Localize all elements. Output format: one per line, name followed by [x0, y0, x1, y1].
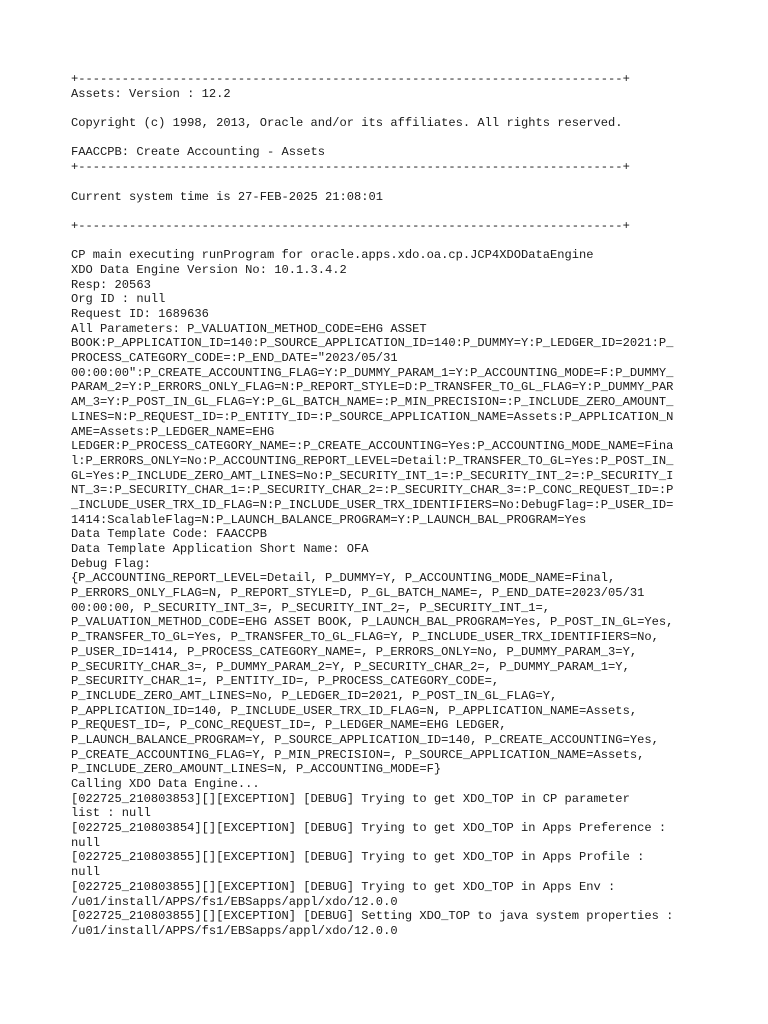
log-line: 00:00:00, P_SECURITY_INT_3=, P_SECURITY_INT_2=, P_SECURITY_INT_1=, [71, 600, 550, 615]
log-line: PARAM_2=Y:P_ERRORS_ONLY_FLAG=N:P_REPORT_STYLE=D:P_TRANSFER_TO_GL_FLAG=Y:P_DUMMY_PAR [71, 380, 674, 395]
blank-line [71, 101, 711, 116]
log-line: Org ID : null [71, 292, 166, 307]
log-line: null [71, 835, 101, 850]
log-line: Current system time is 27-FEB-2025 21:08:01 [71, 189, 384, 204]
log-line: Request ID: 1689636 [71, 307, 209, 321]
log-line: [022725_210803855][][EXCEPTION] [DEBUG] Trying to get XDO_TOP in Apps Env : [71, 879, 616, 894]
log-line: AM_3=Y:P_POST_IN_GL_FLAG=Y:P_GL_BATCH_NAME=:P_MIN_PRECISION=:P_INCLUDE_ZERO_AMOUNT_ [71, 395, 674, 410]
log-line: 00:00:00":P_CREATE_ACCOUNTING_FLAG=Y:P_DUMMY_PARAM_1=Y:P_ACCOUNTING_MODE=F:P_DUMMY_ [71, 365, 674, 380]
log-line: XDO Data Engine Version No: 10.1.3.4.2 [71, 262, 347, 277]
log-line: P_INCLUDE_ZERO_AMT_LINES=No, P_LEDGER_ID=2021, P_POST_IN_GL_FLAG=Y, [71, 688, 558, 703]
blank-line [71, 204, 711, 219]
log-line: P_ERRORS_ONLY_FLAG=N, P_REPORT_STYLE=D, P_GL_BATCH_NAME=, P_END_DATE=2023/05/31 [71, 586, 645, 601]
log-line: P_USER_ID=1414, P_PROCESS_CATEGORY_NAME=, P_ERRORS_ONLY=No, P_DUMMY_PARAM_3=Y, [71, 644, 638, 659]
blank-line [71, 175, 711, 190]
log-line: CP main executing runProgram for oracle.apps.xdo.oa.cp.JCP4XDODataEngine [71, 248, 594, 263]
log-line: AME=Assets:P_LEDGER_NAME=EHG [71, 424, 275, 439]
log-line: P_CREATE_ACCOUNTING_FLAG=Y, P_MIN_PRECISION=, P_SOURCE_APPLICATION_NAME=Assets, [71, 747, 645, 762]
log-line: BOOK:P_APPLICATION_ID=140:P_SOURCE_APPLICATION_ID=140:P_DUMMY=Y:P_LEDGER_ID=2021:P_ [71, 336, 674, 351]
log-line: +---------------------------------------------------------------------------+ [71, 218, 630, 233]
log-line: /u01/install/APPS/fs1/EBSapps/appl/xdo/12.0.0 [71, 894, 398, 909]
log-line: All Parameters: P_VALUATION_METHOD_CODE=EHG ASSET [71, 321, 427, 336]
log-line: +---------------------------------------------------------------------------+ [71, 160, 630, 175]
log-line: [022725_210803853][][EXCEPTION] [DEBUG] Trying to get XDO_TOP in CP parameter [71, 791, 630, 806]
log-line: Assets: Version : 12.2 [71, 86, 231, 101]
log-document [71, 72, 711, 939]
log-line: P_VALUATION_METHOD_CODE=EHG ASSET BOOK, P_LAUNCH_BAL_PROGRAM=Yes, P_POST_IN_GL=Yes, [71, 615, 674, 630]
log-line: Copyright (c) 1998, 2013, Oracle and/or its affiliates. All rights reserved. [71, 116, 623, 131]
log-line: +---------------------------------------------------------------------------+ [71, 72, 630, 86]
log-line: P_REQUEST_ID=, P_CONC_REQUEST_ID=, P_LEDGER_NAME=EHG LEDGER, [71, 718, 507, 733]
log-line: [022725_210803855][][EXCEPTION] [DEBUG] Setting XDO_TOP to java system properties : [71, 909, 674, 924]
log-line: FAACCPB: Create Accounting - Assets [71, 145, 326, 160]
log-line: P_LAUNCH_BALANCE_PROGRAM=Y, P_SOURCE_APPLICATION_ID=140, P_CREATE_ACCOUNTING=Yes, [71, 732, 659, 747]
log-line: [022725_210803854][][EXCEPTION] [DEBUG] Trying to get XDO_TOP in Apps Preference : [71, 821, 667, 836]
log-line: LINES=N:P_REQUEST_ID=:P_ENTITY_ID=:P_SOURCE_APPLICATION_NAME=Assets:P_APPLICATION_N [71, 409, 674, 424]
log-line: /u01/install/APPS/fs1/EBSapps/appl/xdo/12.0.0 [71, 923, 398, 938]
log-line: list : null [71, 806, 151, 821]
log-line: LEDGER:P_PROCESS_CATEGORY_NAME=:P_CREATE_ACCOUNTING=Yes:P_ACCOUNTING_MODE_NAME=Fina [71, 439, 674, 454]
log-line: Calling XDO Data Engine... [71, 777, 260, 791]
blank-line [71, 131, 711, 146]
log-line: NT_3=:P_SECURITY_CHAR_1=:P_SECURITY_CHAR_2=:P_SECURITY_CHAR_3=:P_CONC_REQUEST_ID=:P [71, 483, 674, 498]
log-line: 1414:ScalableFlag=N:P_LAUNCH_BALANCE_PROGRAM=Y:P_LAUNCH_BAL_PROGRAM=Yes [71, 512, 587, 527]
log-line: Data Template Application Short Name: OFA [71, 542, 369, 556]
log-line: l:P_ERRORS_ONLY=No:P_ACCOUNTING_REPORT_LEVEL=Detail:P_TRANSFER_TO_GL=Yes:P_POST_IN_ [71, 453, 674, 468]
log-line: P_APPLICATION_ID=140, P_INCLUDE_USER_TRX_ID_FLAG=N, P_APPLICATION_NAME=Assets, [71, 703, 638, 718]
log-line: PROCESS_CATEGORY_CODE=:P_END_DATE="2023/05/31 [71, 351, 398, 366]
log-line: P_SECURITY_CHAR_3=, P_DUMMY_PARAM_2=Y, P_SECURITY_CHAR_2=, P_DUMMY_PARAM_1=Y, [71, 659, 630, 674]
log-line: _INCLUDE_USER_TRX_ID_FLAG=N:P_INCLUDE_USER_TRX_IDENTIFIERS=No:DebugFlag=:P_USER_ID= [71, 497, 674, 512]
log-line: {P_ACCOUNTING_REPORT_LEVEL=Detail, P_DUMMY=Y, P_ACCOUNTING_MODE_NAME=Final, [71, 571, 616, 586]
log-line: Resp: 20563 [71, 277, 151, 292]
log-line: P_SECURITY_CHAR_1=, P_ENTITY_ID=, P_PROCESS_CATEGORY_CODE=, [71, 674, 500, 689]
blank-line [71, 234, 711, 249]
log-line: P_INCLUDE_ZERO_AMOUNT_LINES=N, P_ACCOUNTING_MODE=F} [71, 762, 442, 777]
log-line: P_TRANSFER_TO_GL=Yes, P_TRANSFER_TO_GL_FLAG=Y, P_INCLUDE_USER_TRX_IDENTIFIERS=No, [71, 630, 659, 645]
log-line: null [71, 865, 101, 880]
log-line: Debug Flag: [71, 556, 151, 571]
log-line: GL=Yes:P_INCLUDE_ZERO_AMT_LINES=No:P_SECURITY_INT_1=:P_SECURITY_INT_2=:P_SECURITY_I [71, 468, 674, 483]
log-line: Data Template Code: FAACCPB [71, 527, 267, 542]
log-line: [022725_210803855][][EXCEPTION] [DEBUG] Trying to get XDO_TOP in Apps Profile : [71, 850, 645, 865]
